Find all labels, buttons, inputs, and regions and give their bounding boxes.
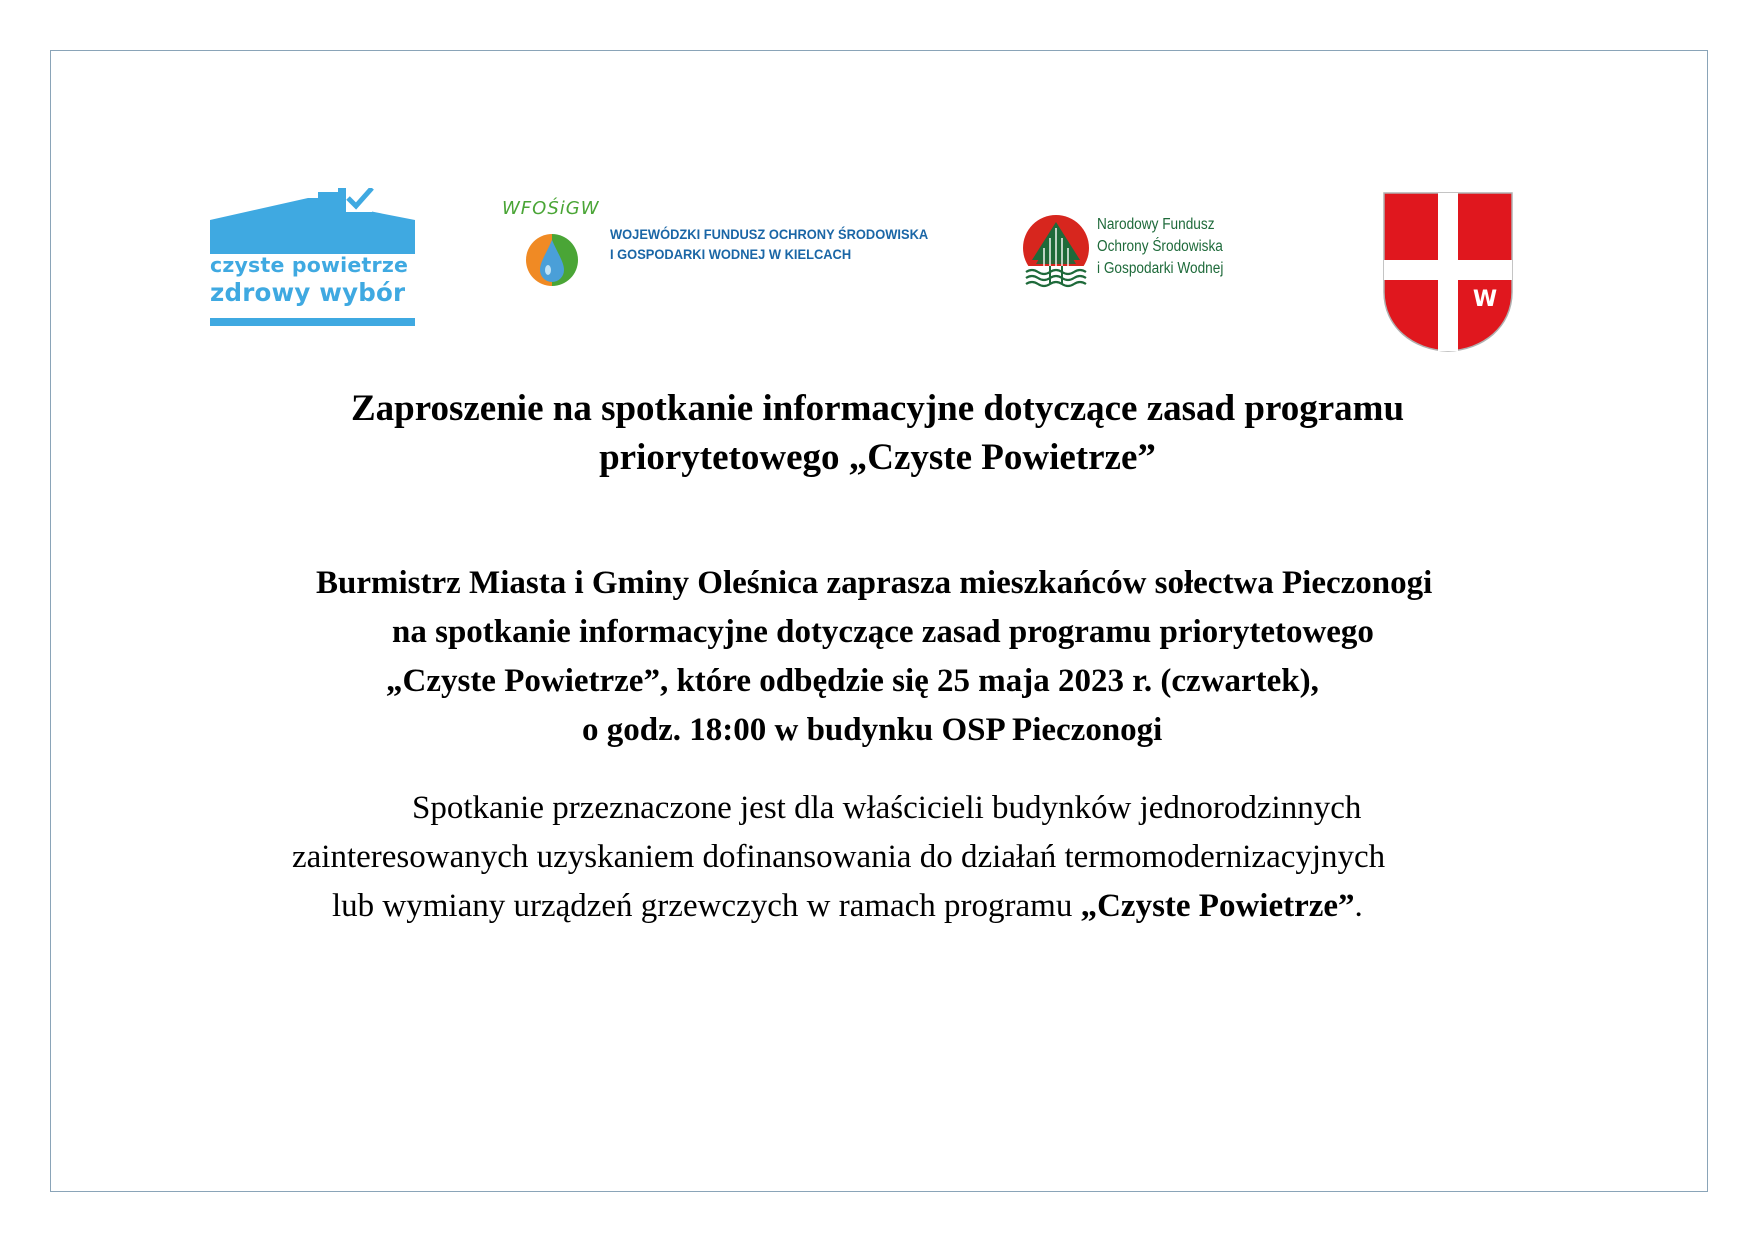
cp-logo-line1: czyste powietrze bbox=[210, 253, 409, 277]
invitation-line2: na spotkanie informacyjne dotyczące zasad programu priorytetowego bbox=[392, 614, 1374, 650]
wfosigw-name-line1: WOJEWÓDZKI FUNDUSZ OCHRONY ŚRODOWISKA bbox=[610, 226, 929, 242]
description-line3-prefix: lub wymiany urządzeń grzewczych w ramach programu bbox=[332, 888, 1081, 924]
wfosigw-abbreviation: WFOŚiGW bbox=[502, 198, 600, 219]
description-line3 bbox=[332, 881, 1363, 931]
house-check-icon bbox=[210, 188, 415, 254]
cp-logo-bar bbox=[210, 318, 415, 326]
description-line1: Spotkanie przeznaczone jest dla właścicieli budynków jednorodzinnych bbox=[412, 790, 1362, 826]
description-line3-suffix: . bbox=[1354, 888, 1363, 924]
cp-logo-line2: zdrowy wybór bbox=[210, 278, 406, 307]
nfosigw-name-line2: Ochrony Środowiska bbox=[1097, 238, 1223, 255]
invitation-line4: o godz. 18:00 w budynku OSP Pieczonogi bbox=[582, 712, 1163, 748]
water-drop-icon bbox=[516, 230, 588, 286]
nfosigw-name-line3: i Gospodarki Wodnej bbox=[1097, 260, 1224, 277]
nfosigw-logo bbox=[1020, 212, 1280, 292]
tree-emblem-icon bbox=[1020, 212, 1094, 292]
coat-of-arms-icon bbox=[1383, 192, 1513, 352]
title-line2: priorytetowego „Czyste Powietrze” bbox=[599, 437, 1156, 478]
nfosigw-name-line1: Narodowy Fundusz bbox=[1097, 216, 1215, 233]
wfosigw-name-line2: I GOSPODARKI WODNEJ W KIELCACH bbox=[610, 246, 852, 262]
invitation-line3: „Czyste Powietrze”, które odbędzie się 25 maja 2023 r. (czwartek), bbox=[386, 663, 1319, 699]
page-title bbox=[0, 384, 1755, 482]
invitation-line1: Burmistrz Miasta i Gminy Oleśnica zaprasza mieszkańców sołectwa Pieczonogi bbox=[316, 565, 1433, 601]
coat-of-arms-letter: W bbox=[1472, 287, 1498, 312]
program-name-bold: „Czyste Powietrze” bbox=[1080, 888, 1355, 924]
wfosigw-logo bbox=[502, 194, 972, 294]
title-line1: Zaproszenie na spotkanie informacyjne dotyczące zasad programu bbox=[350, 388, 1405, 429]
description-line2: zainteresowanych uzyskaniem dofinansowania do działań termomodernizacyjnych bbox=[292, 839, 1386, 875]
czyste-powietrze-logo bbox=[210, 188, 415, 328]
